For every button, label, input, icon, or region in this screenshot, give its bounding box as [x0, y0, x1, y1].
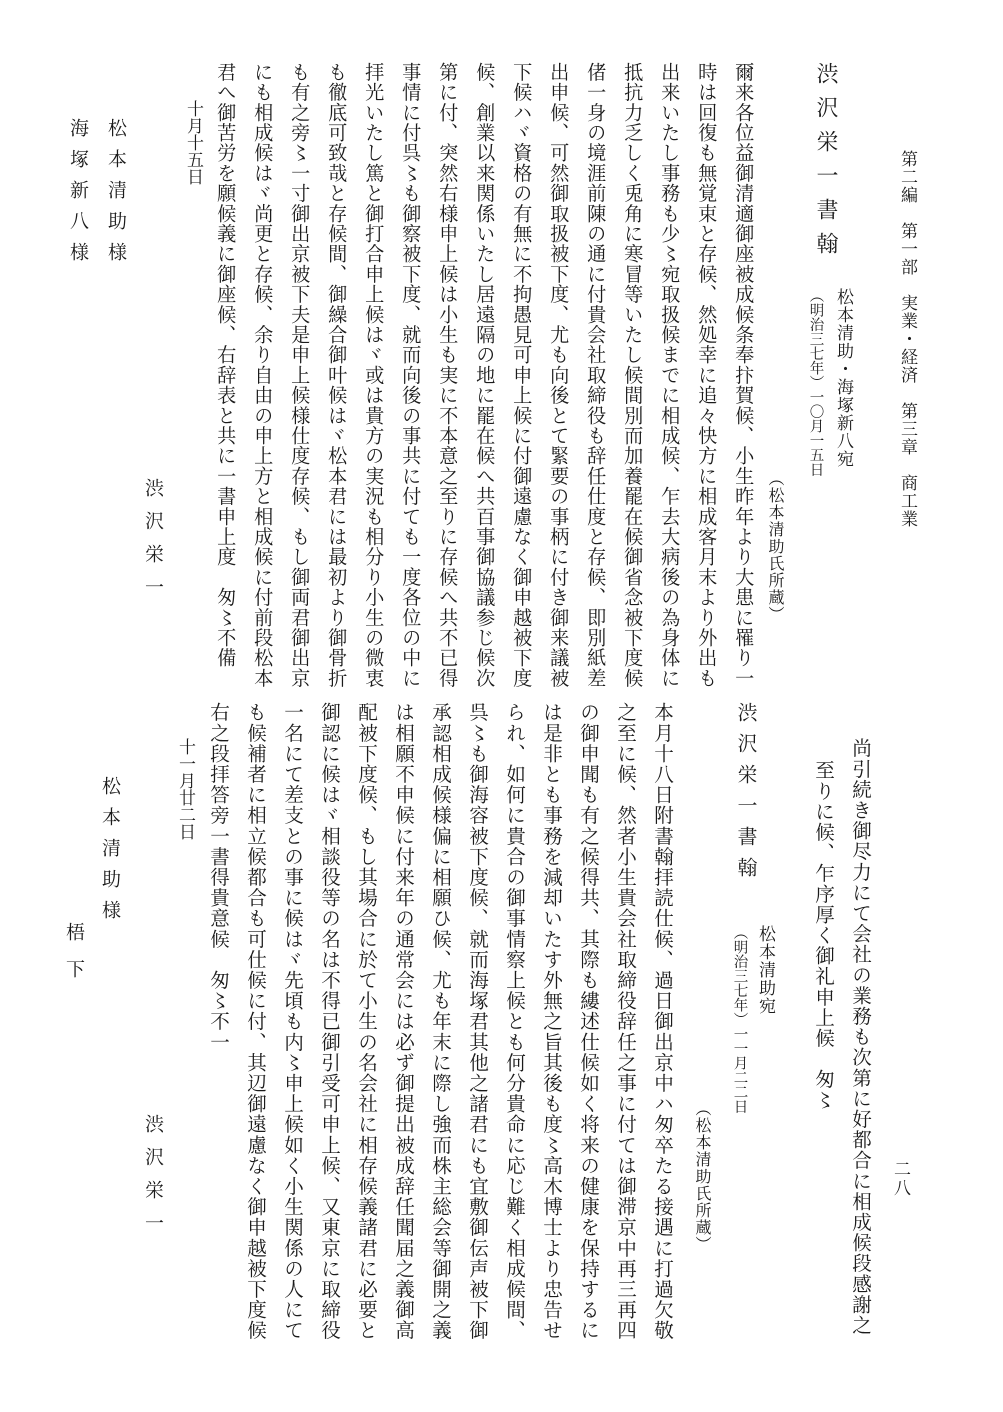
letter1-body-line: 事情に付呉〻も御察被下度、就而向後の事共に付ても一度各位の中に	[399, 62, 423, 689]
page-number: 二八	[890, 1160, 910, 1198]
letter2-signature: 渋沢栄一	[142, 1114, 164, 1246]
letter2-body-line: 配被下度候、もし其場合に於て小生の名会社に相存候義諸君に必要と	[354, 702, 378, 1341]
letter1-body-line: にも相成候はヾ尚更と存候、余り自由の申上方と相成候に付前段松本	[251, 62, 275, 689]
letter2-date-line: （明治三七年）一一月二二日	[731, 925, 748, 1114]
letter1-date-line: （明治三七年）一〇月一五日	[807, 288, 824, 477]
letter2-body-line: の御申聞も有之候得共、其際も縷述仕候如く将来の健康を保持するに	[576, 702, 600, 1341]
letter1-recipients: 松本清助・海塚新八宛	[833, 288, 853, 468]
letter1-holder: （松本清助氏所蔵）	[766, 470, 785, 623]
letter2-body-line: も候補者に相立候都合も可仕候に付、其辺御遠慮なく御申越被下度候	[243, 702, 267, 1341]
letter1-addressee-1: 松本清助様	[105, 118, 127, 273]
letter2-body-line: 右之段拝答旁一書得貴意候 匆〻不一	[206, 702, 230, 1053]
letter1-body-line: も有之旁〻一寸御出京被下夫是申上候様仕度存候、もし御両君御出京	[288, 62, 312, 689]
letter1-body-line: 抵抗力乏しく兎角に寒冒等いたし候間別而加養罷在候御省念被下度候	[621, 62, 645, 689]
letter2-body-line: 本月十八日附書翰拝読仕候、過日御出京中ハ匆卒たる接遇に打過欠敬	[650, 702, 674, 1341]
letter2-title: 渋沢栄一書翰	[734, 702, 758, 888]
letter1-body-line: 候、創業以来関係いたし居遠隔の地に罷在候へ共百事御協議参じ候次	[473, 62, 497, 689]
letter1-body-line: 爾来各位益御清適御座被成候条奉抃賀候、小生昨年より大患に罹り一	[732, 62, 756, 689]
letter1-body-line: 君へ御苦労を願候義に御座候、右辞表と共に一書申上度 匆〻不備	[214, 62, 238, 668]
letter2-addressee: 松本清助様	[99, 776, 121, 931]
letter2-recipient: 松本清助宛	[755, 925, 775, 1015]
letter1-body-line: 出来いたし事務も少〻宛取扱候までに相成候、乍去大病後の為身体に	[658, 62, 682, 689]
letter1-body-line: も徹底可致哉と存候間、御繰合御叶候はヾ松本君には最初より御骨折	[325, 62, 349, 689]
letter2-body-line: は相願不申候に付来年の通常会には必ず御提出被成辞任聞届之義御高	[391, 702, 415, 1341]
letter1-body-line: 偖一身の境涯前陳の通に付貴会社取締役も辞任仕度と存候、即別紙差	[584, 62, 608, 689]
letter2-body-line: 之至に候、然者小生貴会社取締役辞任之事に付ては御滞京中再三再四	[613, 702, 637, 1341]
letter2-body-line: られ、如何に貴合の御事情察上候とも何分貴命に応じ難く相成候間、	[502, 702, 526, 1341]
letter2-body-line: 呉〻も御海容被下度候、就而海塚君其他之諸君にも宜敷御伝声被下御	[465, 702, 489, 1341]
letter1-addressee-2: 海塚新八様	[67, 118, 89, 273]
letter1-body-line: 時は回復も無覚束と存候、然処幸に追々快方に相成客月末より外出も	[695, 62, 719, 689]
letter1-body-line: 拝光いたし篤と御打合申上候はヾ或は貴方の実況も相分り小生の微衷	[362, 62, 386, 689]
letter1-signature: 渋沢栄一	[142, 478, 164, 610]
letter2-honorific: 梧下	[63, 922, 85, 996]
letter2-date: 十一月廿二日	[175, 738, 195, 840]
letter1-title: 渋沢栄一書翰	[813, 62, 838, 266]
letter2-body-line: 御認に候はヾ相談役等の名は不得已御引受可申上候、又東京に取締役	[317, 702, 341, 1341]
letter1-cont-line: 尚引続き御尽力にて会社の業務も次第に好都合に相成候段感謝之	[848, 738, 872, 1336]
letter2-body-line: 一名にて差支との事に候はヾ先頃も内〻申上候如く小生関係の人にて	[280, 702, 304, 1341]
letter1-cont-line: 至りに候、乍序厚く御礼申上候 匆〻	[811, 760, 835, 1111]
letter2-body-line: 承認相成候様偏に相願ひ候、尤も年末に際し強而株主総会等御開之義	[428, 702, 452, 1341]
letter1-date: 十月十五日	[183, 100, 203, 185]
letter2-body-line: は是非とも事務を減却いたす外無之旨其後も度〻高木博士より忠告せ	[539, 702, 563, 1341]
letter2-holder: （松本清助氏所蔵）	[693, 1100, 712, 1253]
letter1-body-line: 出申候、可然御取扱被下度、尤も向後とて緊要の事柄に付き御来議被	[547, 62, 571, 689]
letter1-body-line: 第に付、突然右様申上候は小生も実に不本意之至りに存候へ共不已得	[436, 62, 460, 689]
running-head: 第二編 第一部 実業・経済 第三章 商工業	[897, 150, 917, 528]
letter1-body-line: 下候ハヾ資格の有無に不拘愚見可申上候に付御遠慮なく御申越被下度	[510, 62, 534, 689]
